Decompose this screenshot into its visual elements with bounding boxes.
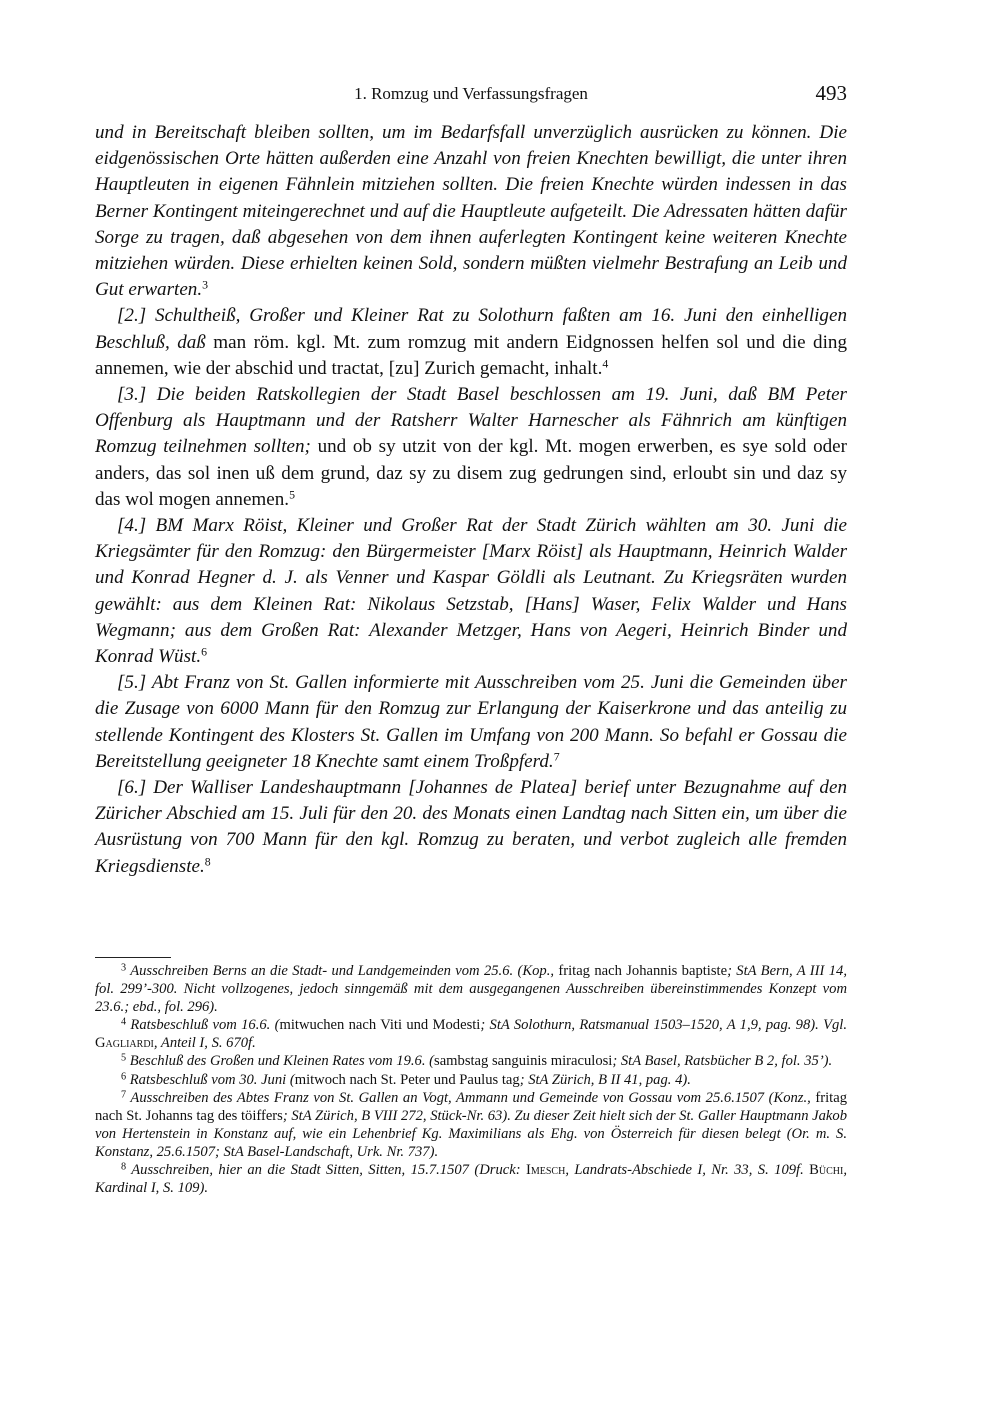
footnote-text: Ausschreiben Berns an die Stadt- und Landgemeinden vom 25.6. (Kop.,: [126, 963, 554, 979]
page-number: 493: [815, 81, 847, 105]
paragraph-quote: und ob sy utzit von der kgl. Mt. mogen erwerben, es sye sold oder anders, das sol inen uß dem grund, daz sy zu disem zug gedrungen sind, erloubt sin und daz sy das wol mogen annemen.: [95, 436, 847, 510]
footnote-number: 3: [121, 962, 127, 974]
footnote-quote: mitwuchen nach Viti und Modesti: [279, 1017, 481, 1034]
footnote-6: [95, 1071, 847, 1089]
main-text: [95, 120, 847, 880]
paragraph-quote: man röm. kgl. Mt. zum romzug mit andern Eidgnossen helfen sol und die ding annemen, wie der abschid und tractat, [zu] Zurich gemacht, inhalt.: [95, 331, 847, 379]
paragraph-text: und in Bereitschaft bleiben sollten, um im Bedarfsfall unverzüglich ausrücken zu können. Die eidgenössischen Orte hätten außerden eine Anzahl von freien Knechten bewilligt, die unter ihren Hauptleuten in eigenen Fähnlein mitziehen sollten. Die freien Knechte würden indessen in das Berner Kontingent miteingerechnet und auf die Hauptleute aufgeteilt. Die Adressaten hätten dafür Sorge zu tragen, daß abgesehen von dem ihnen auferlegten Kontingent keine weiteren Knechte mitziehen würden. Diese erhielten keinen Sold, sondern müßten vielmehr Bestrafung an Leib und Gut erwarten.: [95, 122, 847, 301]
footnote-number: 6: [121, 1070, 127, 1082]
footnote-3: [95, 962, 847, 1016]
footnote-text: , Landrats-Abschiede I, Nr. 33, S. 109f.: [565, 1162, 810, 1179]
footnote-divider: [95, 957, 171, 958]
paragraph-summary: [2.] Schultheiß, Großer und Kleiner Rat zu Solothurn faßten am 16. Juni den einhelligen Beschluß, daß: [95, 305, 847, 353]
footnote-number: 8: [121, 1161, 127, 1173]
paragraph-item-6: [95, 775, 847, 880]
footnote-text: ; StA Zürich, B VIII 272, Stück-Nr. 63). Zu dieser Zeit hielt sich der St. Galler Hauptmann Jakob von Hertenstein in Konstanz auf, wie ein Lehenbrief Kg. Maximilians als Ehg. von Österreich für diesen belegt (Or. m. S. Konstanz, 25.6.1507; StA Basel-Landschaft, Urk. Nr. 737).: [95, 1107, 847, 1160]
footnote-text: Ratsbeschluß vom 30. Juni (: [126, 1071, 295, 1088]
footnote-quote: sambstag sanguinis miraculosi: [434, 1053, 613, 1070]
footnote-text: ; StA Solothurn, Ratsmanual 1503–1520, A 1,9, pag. 98). Vgl.: [480, 1017, 847, 1034]
footnote-7: [95, 1089, 847, 1161]
footnote-ref[interactable]: 4: [602, 356, 609, 371]
footnote-ref[interactable]: 6: [201, 644, 208, 659]
footnote-5: [95, 1052, 847, 1070]
footnote-quote: mitwoch nach St. Peter und Paulus tag: [294, 1071, 520, 1088]
footnote-ref[interactable]: 3: [202, 277, 209, 292]
author-name: Imesch: [526, 1162, 566, 1179]
footnote-8: [95, 1161, 847, 1197]
footnote-number: 4: [121, 1016, 127, 1028]
footnote-text: Beschluß des Großen und Kleinen Rates vom 19.6. (: [126, 1053, 435, 1070]
running-title: 1. Romzug und Verfassungsfragen: [354, 84, 588, 103]
paragraph-summary: [5.] Abt Franz von St. Gallen informierte mit Ausschreiben vom 25. Juni die Gemeinden über die Zusage von 6000 Mann für den Romzug zur Erlangung der Kaiserkrone und das anteilig zu stellende Kontingent des Klosters St. Gallen im Umfang von 200 Mann. So befahl er Gossau die Bereitstellung geeigneter 18 Knechte samt einem Troßpferd.: [95, 672, 847, 772]
paragraph-summary: [3.] Die beiden Ratskollegien der Stadt Basel beschlossen am 19. Juni, daß BM Peter Offenburg als Hauptmann und der Ratsherr Walter Harnescher als Fähnrich am künftigen Romzug teilnehmen sollten;: [95, 384, 847, 458]
footnote-ref[interactable]: 5: [289, 487, 295, 502]
footnote-text: Ausschreiben, hier an die Stadt Sitten, Sitten, 15.7.1507 (Druck:: [126, 1162, 526, 1179]
paragraph-item-3: [95, 382, 847, 513]
author-name: Büchi: [809, 1162, 844, 1179]
footnote-quote: fritag nach St. Johanns tag des töiffers: [95, 1089, 847, 1124]
running-header: [95, 82, 847, 106]
paragraph-summary: [6.] Der Walliser Landeshauptmann [Johannes de Platea] berief unter Bezugnahme auf den Züricher Abschied am 15. Juli für den 20. des Monats einen Landtag nach Sitten ein, um über die Ausrüstung von 700 Mann für den kgl. Romzug zu beraten, und verbot zugleich alle fremden Kriegsdienste.: [95, 777, 847, 877]
footnotes: [95, 962, 847, 1197]
paragraph-summary: [4.] BM Marx Röist, Kleiner und Großer Rat der Stadt Zürich wählten am 30. Juni die Kriegsämter für den Romzug: den Bürgermeister [Marx Röist] als Hauptmann, Heinrich Walder und Konrad Hegner d. J. als Venner und Kaspar Göldli als Leutnant. Zu Kriegsräten wurden gewählt: aus dem Kleinen Rat: Nikolaus Setzstab, [Hans] Waser, Felix Walder und Hans Wegmann; aus dem Großen Rat: Alexander Metzger, Hans von Aegeri, Heinrich Binder und Konrad Wüst.: [95, 515, 847, 668]
footnote-4: [95, 1016, 847, 1052]
footnote-text: ; StA Basel, Ratsbücher B 2, fol. 35’).: [612, 1053, 833, 1070]
author-name: Gagliardi: [95, 1035, 154, 1052]
footnote-text: , Kardinal I, S. 109).: [95, 1162, 848, 1197]
footnote-number: 7: [121, 1089, 127, 1101]
footnote-text: , Anteil I, S. 670f.: [153, 1035, 256, 1052]
paragraph-item-2: [95, 303, 847, 382]
footnote-text: Ratsbeschluß vom 16.6. (: [126, 1017, 280, 1034]
paragraph-continuation: [95, 120, 847, 303]
footnote-ref[interactable]: 7: [553, 749, 560, 764]
footnote-text: ; StA Bern, A III 14, fol. 299’-300. Nicht vollzogenes, jedoch sinngemäß mit dem ausgegangenen Ausschreiben übereinstimmendes Konzept vom 23.6.; ebd., fol. 296).: [95, 963, 847, 1016]
footnote-ref[interactable]: 8: [204, 854, 211, 869]
footnote-text: ; StA Zürich, B II 41, pag. 4).: [519, 1071, 691, 1088]
paragraph-item-4: [95, 513, 847, 670]
paragraph-item-5: [95, 670, 847, 775]
footnote-quote: fritag nach Johannis baptiste: [554, 963, 728, 979]
footnote-number: 5: [121, 1052, 127, 1064]
footnote-text: Ausschreiben des Abtes Franz von St. Gallen an Vogt, Ammann und Gemeinde von Gossau vom 25.6.1507 (Konz.,: [126, 1089, 811, 1106]
